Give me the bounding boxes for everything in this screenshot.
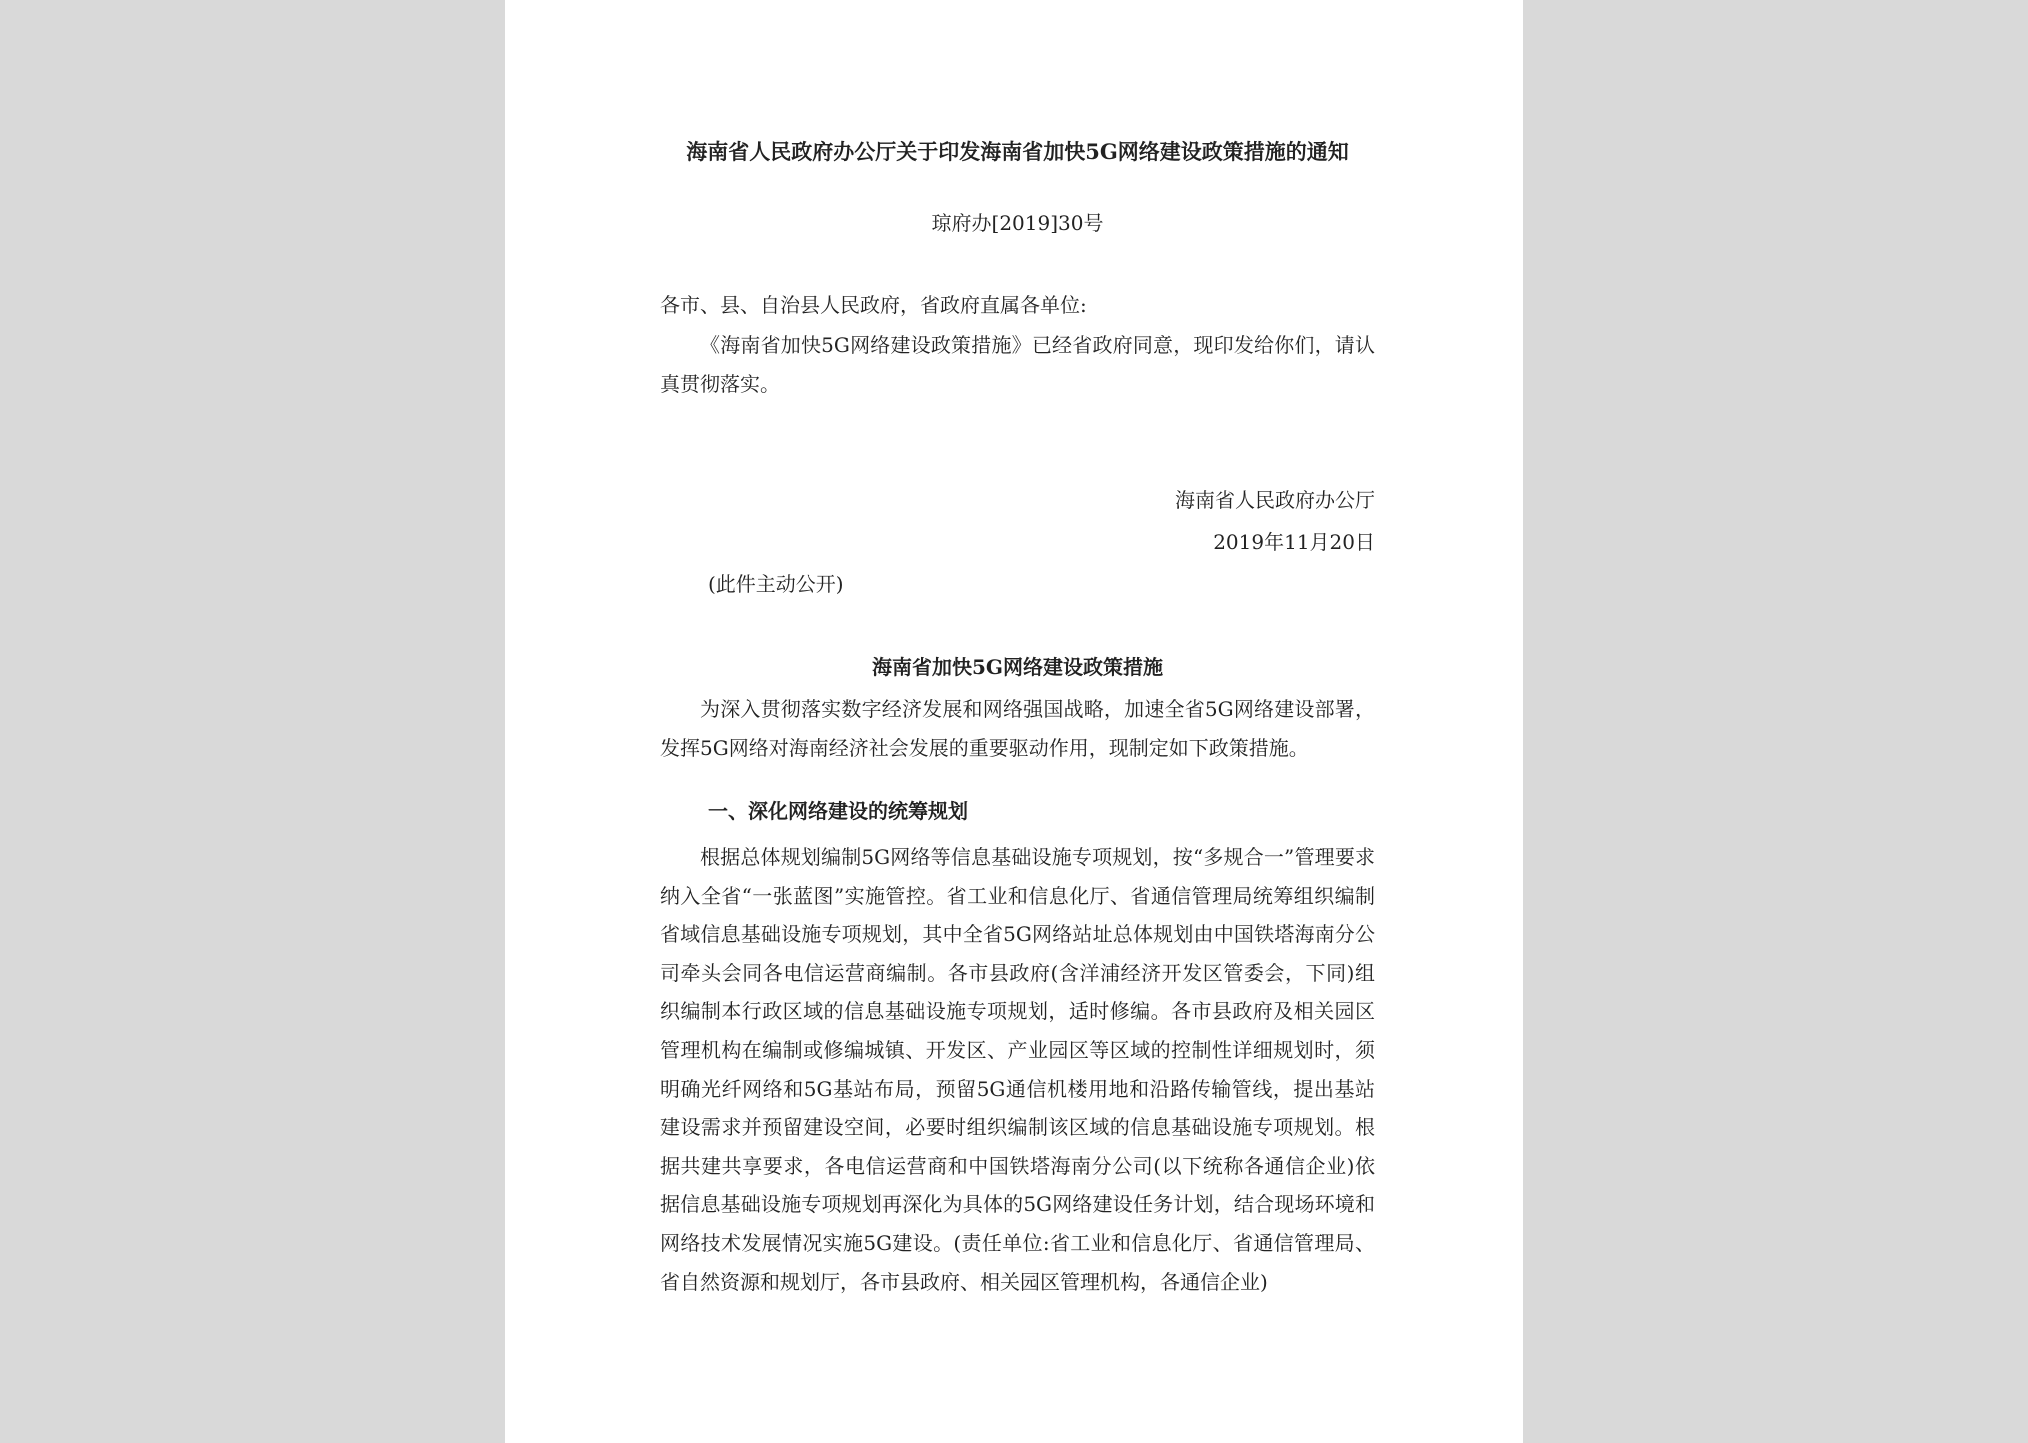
issuer: 海南省人民政府办公厅	[1175, 488, 1375, 512]
page-content	[660, 0, 1375, 1443]
issue-date: 2019年11月20日	[1213, 530, 1375, 554]
document-page	[505, 0, 1523, 1443]
salutation: 各市、县、自治县人民政府，省政府直属各单位:	[660, 293, 1087, 317]
section-1-body: 根据总体规划编制5G网络等信息基础设施专项规划，按“多规合一”管理要求纳入全省“一张蓝图”实施管控。省工业和信息化厅、省通信管理局统筹组织编制省域信息基础设施专项规划，其中全省5G网络站址总体规划由中国铁塔海南分公司牵头会同各电信运营商编制。各市县政府(含洋浦经济开发区管委会，下同)组织编制本行政区域的信息基础设施专项规划，适时修编。各市县政府及相关园区管理机构在编制或修编城镇、开发区、产业园区等区域的控制性详细规划时，须明确光纤网络和5G基站布局，预留5G通信机楼用地和沿路传输管线，提出基站建设需求并预留建设空间，必要时组织编制该区域的信息基础设施专项规划。根据共建共享要求，各电信运营商和中国铁塔海南分公司(以下统称各通信企业)依据信息基础设施专项规划再深化为具体的5G网络建设任务计划，结合现场环境和网络技术发展情况实施5G建设。(责任单位:省工业和信息化厅、省通信管理局、省自然资源和规划厅，各市县政府、相关园区管理机构，各通信企业)	[660, 845, 1375, 1294]
notice-body: 《海南省加快5G网络建设政策措施》已经省政府同意，现印发给你们，请认真贯彻落实。	[660, 333, 1375, 396]
policy-intro: 为深入贯彻落实数字经济发展和网络强国战略，加速全省5G网络建设部署，发挥5G网络对海南经济社会发展的重要驱动作用，现制定如下政策措施。	[660, 697, 1375, 760]
policy-title: 海南省加快5G网络建设政策措施	[872, 655, 1163, 679]
disclosure-note: (此件主动公开)	[708, 572, 844, 596]
section-1-heading: 一、深化网络建设的统筹规划	[708, 799, 968, 823]
document-number: 琼府办[2019]30号	[931, 211, 1104, 235]
notice-title: 海南省人民政府办公厅关于印发海南省加快5G网络建设政策措施的通知	[686, 139, 1349, 164]
